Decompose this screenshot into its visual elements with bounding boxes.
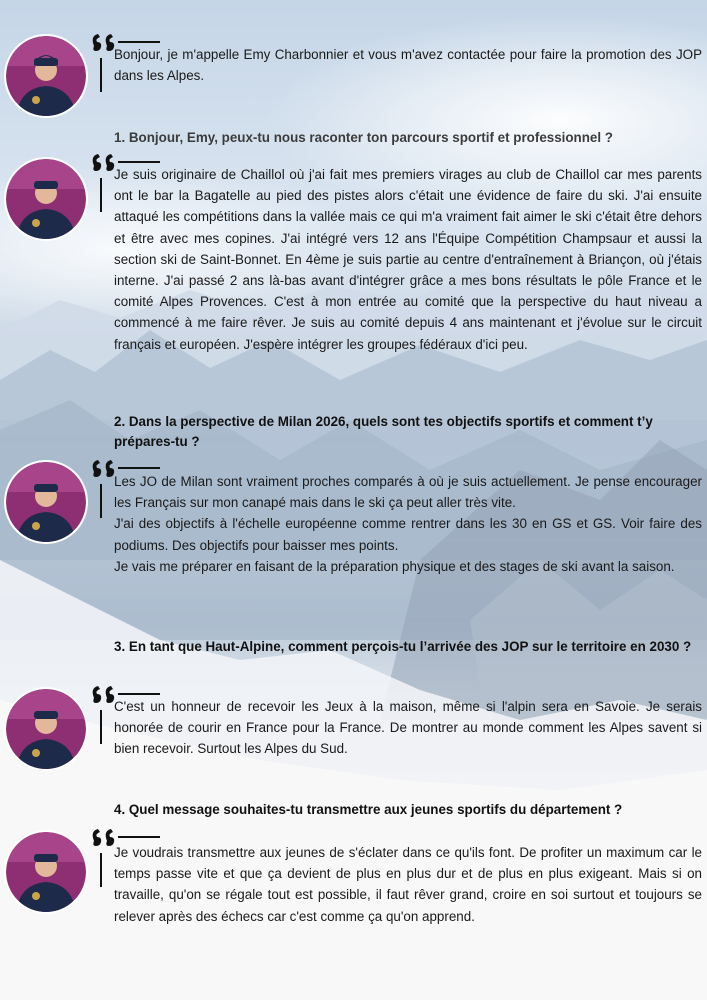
avatar [4, 460, 88, 544]
answer-1: Je suis originaire de Chaillol où j'ai fait mes premiers virages au club de Chaillol car mes parents ont le bar la Bagatelle au pied des pistes alors c'était une évidence de faire du ski. J'ai ensuite attaqué les compétitions dans la vallée mais ce qui m'a vraiment fait aimer le ski c'était être dehors et être avec mes copines. J'ai intégré vers 12 ans l'Équipe Compétition Champsaur et aussi la section ski de Saint-Bonnet. En 4ème je suis partie au centre d'entraînement à Briançon, où j'étais interne. J'ai passé 2 ans là-bas avant d'intégrer grâce a mes bons résultats le pôle France et le comité Alpes Provences. C'est à mon entrée au comité que la perspective du haut niveau a commencé à me faire rêver. Je suis au comité depuis 4 ans maintenant et j'évolue sur le circuit français et européen. J'espère intégrer les groupes fédéraux d'ici peu. [114, 167, 702, 352]
answer-2-paragraph-3: Je vais me préparer en faisant de la préparation physique et des stages de ski avant la saison. [114, 558, 675, 574]
question-2: 2. Dans la perspective de Milan 2026, quels sont tes objectifs sportifs et comment t’y prépares-tu ? [114, 414, 653, 449]
avatar [4, 830, 88, 914]
question-4: 4. Quel message souhaites-tu transmettre aux jeunes sportifs du département ? [114, 802, 623, 817]
answer-3: C'est un honneur de recevoir les Jeux à la maison, même si l'alpin sera en Savoie. Je serais honorée de courir en France pour la France. De montrer au monde comment les Alpes savent si bien recevoir. Surtout les Alpes du Sud. [114, 699, 702, 757]
intro-text: Bonjour, je m'appelle Emy Charbonnier et vous m'avez contactée pour faire la promotion des JOP dans les Alpes. [114, 47, 702, 84]
answer-2-paragraph-1: Les JO de Milan sont vraiment proches comparés à où je suis actuellement. Je pense encourager les Français sur mon canapé mais dans le ski ça peut aller très vite. [114, 474, 702, 511]
question-1: 1. Bonjour, Emy, peux-tu nous raconter ton parcours sportif et professionnel ? [114, 130, 613, 145]
answer-2-paragraph-2: J'ai des objectifs à l'échelle européenne comme rentrer dans les 30 en GS et GS. Voir faire des podiums. Des objectifs pour baisser mes points. [114, 516, 702, 553]
intro-block [0, 0, 707, 130]
question-3: 3. En tant que Haut-Alpine, comment perçois-tu l’arrivée des JOP sur le territoire en 2030 ? [114, 639, 692, 654]
avatar [4, 687, 88, 771]
avatar [4, 34, 88, 118]
answer-4: Je voudrais transmettre aux jeunes de s'éclater dans ce qu'ils font. De profiter un maximum car le temps passe vite et que ça devient de plus en plus dur et de plus en plus exigeant. Mais si on travaille, qu'on se régale tout est possible, il faut rêver grand, croire en soi surtout et toujours se relever après des échecs car c'est comme ça qu'on apprend. [114, 845, 702, 924]
answer-2 [114, 471, 702, 577]
avatar [4, 157, 88, 241]
